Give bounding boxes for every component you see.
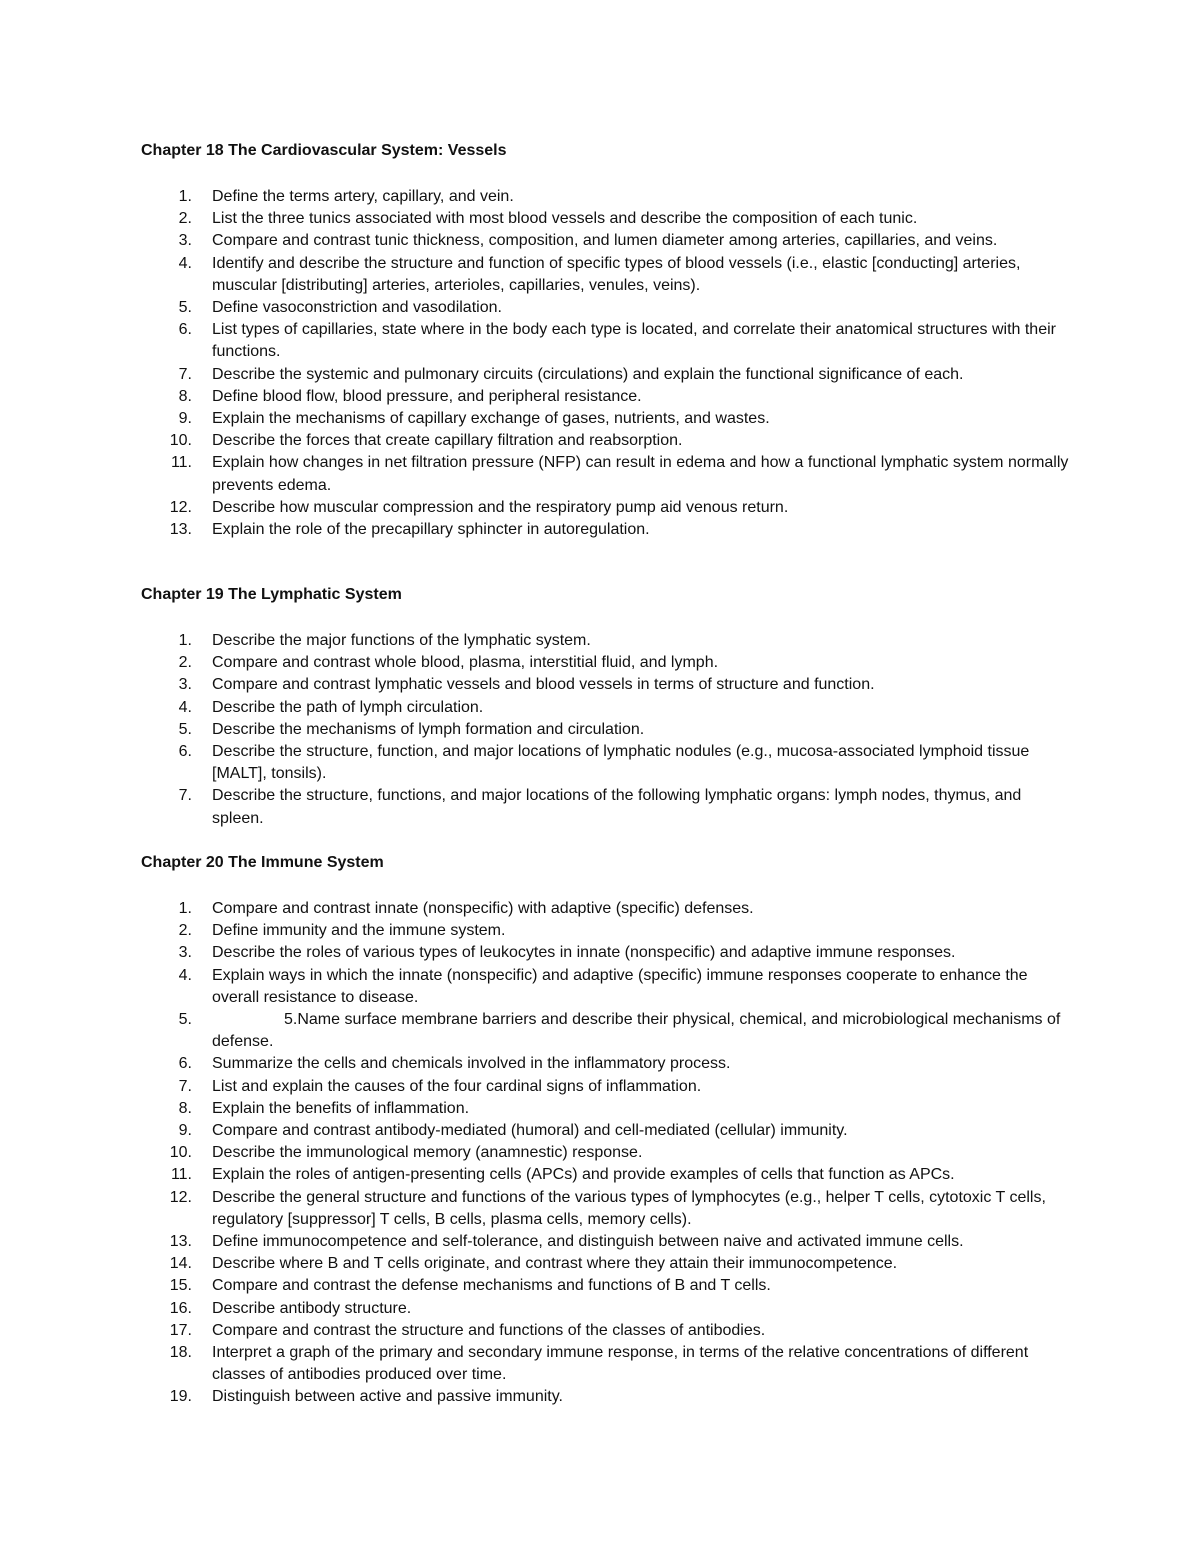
list-item: 6. Summarize the cells and chemicals involved in the inflammatory process. (178, 1055, 731, 1073)
list-item: 9. Compare and contrast antibody-mediated (humoral) and cell-mediated (cellular) immunity. (178, 1122, 848, 1140)
chapter-18-heading: Chapter 18 The Cardiovascular System: Vessels (141, 142, 507, 159)
list-item: 5. 5.Name surface membrane barriers and describe their physical, chemical, and microbiological mechanisms of defense. (178, 1011, 1061, 1051)
chapter-18-objectives (141, 186, 1071, 541)
list-item: 10. Describe the immunological memory (anamnestic) response. (169, 1144, 643, 1162)
list-item: 9. Explain the mechanisms of capillary exchange of gases, nutrients, and wastes. (178, 410, 770, 428)
list-item: 7. Describe the structure, functions, and major locations of the following lymphatic organs: lymph nodes, thymus, and spleen. (178, 787, 1022, 827)
list-item: 12. Describe how muscular compression and the respiratory pump aid venous return. (169, 498, 789, 516)
list-item: 2. List the three tunics associated with most blood vessels and describe the composition of each tunic. (178, 210, 918, 228)
chapter-20-section (141, 853, 1071, 1409)
list-item: 14. Describe where B and T cells originate, and contrast where they attain their immunocompetence. (169, 1255, 898, 1273)
list-item: 1. Compare and contrast innate (nonspecific) with adaptive (specific) defenses. (178, 900, 754, 917)
list-item: 2. Compare and contrast whole blood, plasma, interstitial fluid, and lymph. (178, 654, 719, 672)
list-item: 5. Describe the mechanisms of lymph formation and circulation. (178, 720, 645, 738)
list-item: 10. Describe the forces that create capillary filtration and reabsorption. (169, 432, 683, 450)
list-item: 3. Compare and contrast lymphatic vessels and blood vessels in terms of structure and function. (178, 676, 875, 694)
list-item: 11. Explain how changes in net filtration pressure (NFP) can result in edema and how a functional lymphatic system normally prevents edema. (170, 454, 1069, 494)
list-item: 1. Define the terms artery, capillary, and vein. (178, 188, 514, 205)
list-item: 3. Describe the roles of various types of leukocytes in innate (nonspecific) and adaptive immune responses. (178, 944, 956, 962)
list-item: 6. List types of capillaries, state where in the body each type is located, and correlate their anatomical structures with their functions. (178, 321, 1056, 361)
list-item: 7. List and explain the causes of the four cardinal signs of inflammation. (178, 1077, 702, 1095)
list-item: 1. Describe the major functions of the lymphatic system. (178, 632, 591, 649)
list-item: 6. Describe the structure, function, and major locations of lymphatic nodules (e.g., mucosa-associated lymphoid tissue [MALT], tonsils). (178, 743, 1030, 783)
chapter-20-objectives (141, 898, 1071, 1409)
list-item: 7. Describe the systemic and pulmonary circuits (circulations) and explain the functional significance of each. (178, 365, 964, 383)
list-item: 19. Distinguish between active and passive immunity. (169, 1388, 563, 1406)
list-item: 4. Explain ways in which the innate (nonspecific) and adaptive (specific) immune responses cooperate to enhance the overall resistance to disease. (178, 966, 1028, 1006)
chapter-19-section (141, 585, 1071, 830)
list-item: 8. Define blood flow, blood pressure, and peripheral resistance. (178, 387, 642, 405)
list-item: 12. Describe the general structure and functions of the various types of lymphocytes (e.g., helper T cells, cytotoxic T cells, regulatory [suppressor] T cells, B cells, plasma cells, memory cells). (169, 1188, 1046, 1228)
list-item: 11. Explain the roles of antigen-presenting cells (APCs) and provide examples of cells that function as APCs. (170, 1166, 955, 1184)
list-item: 17. Compare and contrast the structure and functions of the classes of antibodies. (169, 1321, 766, 1339)
list-item: 13. Explain the role of the precapillary sphincter in autoregulation. (169, 521, 650, 539)
list-item: 8. Explain the benefits of inflammation. (178, 1099, 470, 1117)
list-item: 3. Compare and contrast tunic thickness, composition, and lumen diameter among arteries, capillaries, and veins. (178, 232, 998, 250)
chapter-19-heading: Chapter 19 The Lymphatic System (141, 586, 402, 603)
chapter-19-objectives (141, 630, 1071, 830)
list-item: 4. Describe the path of lymph circulation. (178, 698, 484, 716)
list-item: 16. Describe antibody structure. (169, 1299, 412, 1317)
list-item: 13. Define immunocompetence and self-tolerance, and distinguish between naive and activated immune cells. (169, 1233, 964, 1251)
list-item: 15. Compare and contrast the defense mechanisms and functions of B and T cells. (169, 1277, 771, 1295)
chapter-20-heading: Chapter 20 The Immune System (141, 854, 384, 871)
list-item: 5. Define vasoconstriction and vasodilation. (178, 299, 502, 317)
list-item: 4. Identify and describe the structure and function of specific types of blood vessels (i.e., elastic [conducting] arteries, muscular [distributing] arteries, arterioles, capillaries, venules, veins). (178, 254, 1021, 294)
chapter-18-section (141, 141, 1071, 541)
list-item: 2. Define immunity and the immune system. (178, 922, 506, 940)
list-item: 18. Interpret a graph of the primary and secondary immune response, in terms of the relative concentrations of different classes of antibodies produced over time. (169, 1344, 1029, 1384)
